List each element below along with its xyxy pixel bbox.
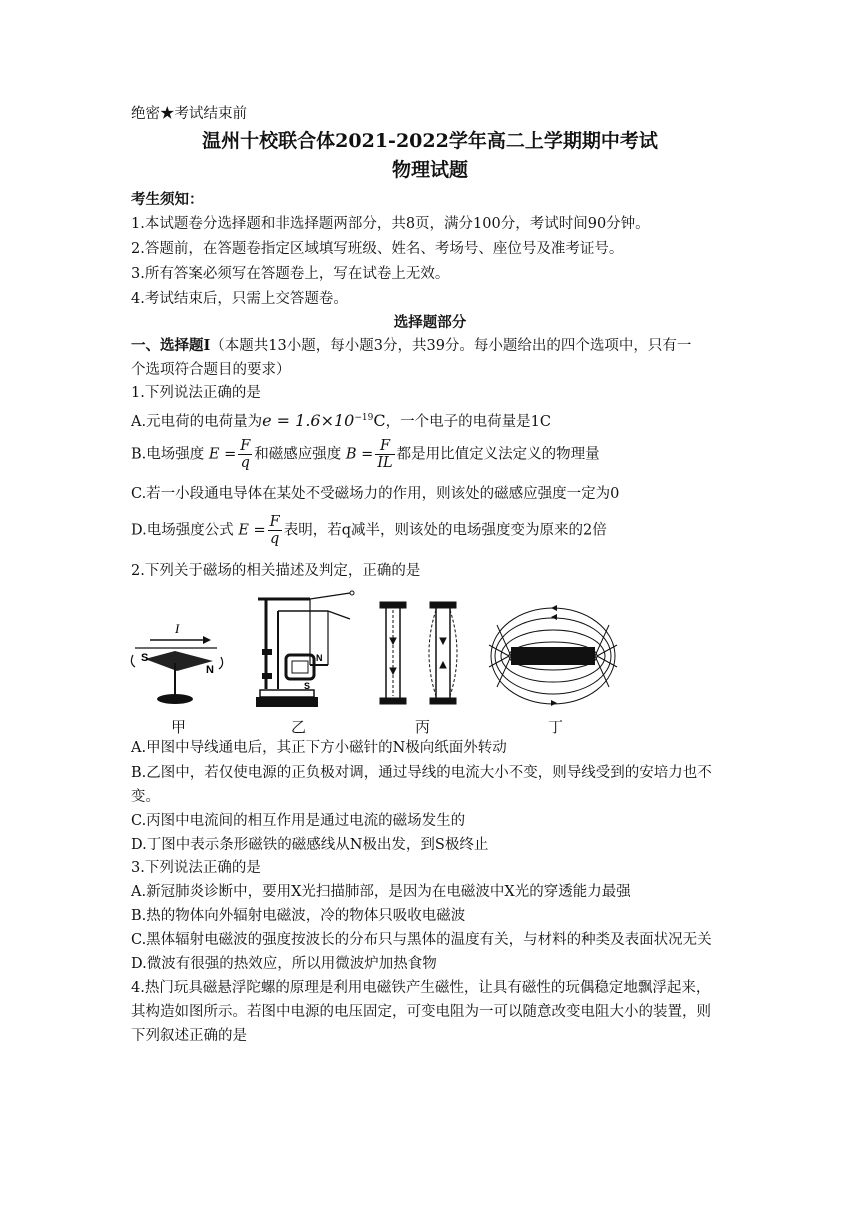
notice-item: 4.考试结束后，只需上交答题卷。 bbox=[131, 291, 348, 307]
q4-stem-cont: 下列叙述正确的是 bbox=[131, 1028, 247, 1044]
q3-option-c: C.黑体辐射电磁波的强度按波长的分布只与黑体的温度有关，与材料的种类及表面状况无关 bbox=[131, 932, 712, 948]
q1-b-mid: 和磁感应强度 bbox=[254, 446, 342, 463]
figure-jia bbox=[125, 615, 230, 715]
q1-option-c: C.若一小段通电导体在某处不受磁场力的作用，则该处的磁感应强度一定为0 bbox=[131, 486, 620, 502]
q1-b-b: B = bbox=[345, 446, 374, 463]
part-heading-line bbox=[131, 336, 691, 356]
q3-option-d: D.微波有很强的热效应，所以用微波炉加热食物 bbox=[131, 956, 437, 972]
fraction: $\frac{F}{IL}$ bbox=[377, 438, 393, 471]
q4-stem: 4.热门玩具磁悬浮陀螺的原理是利用电磁铁产生磁性，让具有磁性的玩偶稳定地飘浮起来， bbox=[131, 980, 711, 996]
q2-option-d: D.丁图中表示条形磁铁的磁感线从N极出发，到S极终止 bbox=[131, 837, 489, 853]
part-heading: 一、选择题Ⅰ bbox=[131, 337, 211, 354]
q1-a-pre: A.元电荷的电荷量为 bbox=[131, 413, 263, 430]
n-pole-label: N bbox=[206, 664, 214, 676]
q1-stem: 1.下列说法正确的是 bbox=[131, 385, 261, 401]
figure-bing bbox=[378, 598, 468, 710]
figure-label-yi: 乙 bbox=[291, 718, 307, 736]
q1-d-e: E = bbox=[238, 522, 266, 539]
exam-subtitle: 物理试题 bbox=[391, 159, 468, 181]
notice-item: 2.答题前，在答题卷指定区域填写班级、姓名、考场号、座位号及准考证号。 bbox=[131, 241, 624, 257]
q1-a-exp: −19 bbox=[354, 413, 374, 423]
exam-title: 温州十校联合体2021-2022学年高二上学期期中考试 bbox=[202, 130, 658, 152]
q2-option-c: C.丙图中电流间的相互作用是通过电流的磁场发生的 bbox=[131, 813, 466, 829]
fraction: $\frac{F}{q}$ bbox=[240, 438, 251, 471]
fraction: $\frac{F}{q}$ bbox=[269, 514, 280, 547]
current-label: I bbox=[175, 621, 180, 636]
q1-d-post: 表明，若q减半，则该处的电场强度变为原来的2倍 bbox=[283, 522, 607, 539]
q2-option-a: A.甲图中导线通电后，其正下方小磁针的N极向纸面外转动 bbox=[131, 740, 507, 756]
notice-item: 1.本试题卷分选择题和非选择题两部分，共8页，满分100分，考试时间90分钟。 bbox=[131, 216, 650, 232]
svg-text:S: S bbox=[304, 681, 311, 691]
section-title: 选择题部分 bbox=[393, 314, 467, 331]
figure-label-ding: 丁 bbox=[548, 718, 564, 736]
q2-option-b: B.乙图中，若仅使电源的正负极对调，通过导线的电流大小不变，则导线受到的安培力也不 bbox=[131, 765, 712, 781]
svg-text:N: N bbox=[316, 653, 323, 663]
q1-option-b bbox=[131, 438, 600, 471]
q1-d-pre: D.电场强度公式 bbox=[131, 522, 234, 539]
q4-stem-cont: 其构造如图所示。若图中电源的电压固定，可变电阻为一可以随意改变电阻大小的装置，则 bbox=[131, 1004, 711, 1020]
q2-stem: 2.下列关于磁场的相关描述及判定，正确的是 bbox=[131, 563, 421, 579]
figure-label-bing: 丙 bbox=[415, 718, 431, 736]
s-pole-label: S bbox=[141, 652, 149, 664]
q1-a-unit: C bbox=[373, 410, 386, 430]
q3-option-a: A.新冠肺炎诊断中，要用X光扫描肺部，是因为在电磁波中X光的穿透能力最强 bbox=[131, 884, 631, 900]
q3-stem: 3.下列说法正确的是 bbox=[131, 860, 261, 876]
q2-option-b-cont: 变。 bbox=[131, 789, 160, 805]
q1-b-e: E = bbox=[208, 446, 237, 463]
notice-item: 3.所有答案必须写在答题卷上，写在试卷上无效。 bbox=[131, 266, 450, 282]
notice-heading: 考生须知： bbox=[131, 191, 204, 208]
q1-option-a bbox=[131, 408, 551, 432]
part-desc: （本题共13小题，每小题3分，共39分。每小题给出的四个选项中，只有一 bbox=[210, 338, 692, 354]
part-desc-cont: 个选项符合题目的要求） bbox=[131, 362, 291, 378]
figure-ding bbox=[487, 605, 619, 707]
q1-option-d bbox=[131, 514, 607, 547]
q3-option-b: B.热的物体向外辐射电磁波，冷的物体只吸收电磁波 bbox=[131, 908, 466, 924]
q1-b-post: 都是用比值定义法定义的物理量 bbox=[396, 446, 600, 463]
figure-yi bbox=[250, 585, 360, 715]
figure-label-jia: 甲 bbox=[171, 718, 187, 736]
q1-a-post: ，一个电子的电荷量是1C bbox=[385, 413, 551, 430]
confidential-label: 绝密★考试结束前 bbox=[131, 106, 247, 122]
q1-a-formula: e = 1.6×10 bbox=[262, 410, 355, 430]
q1-b-pre: B.电场强度 bbox=[131, 446, 205, 463]
